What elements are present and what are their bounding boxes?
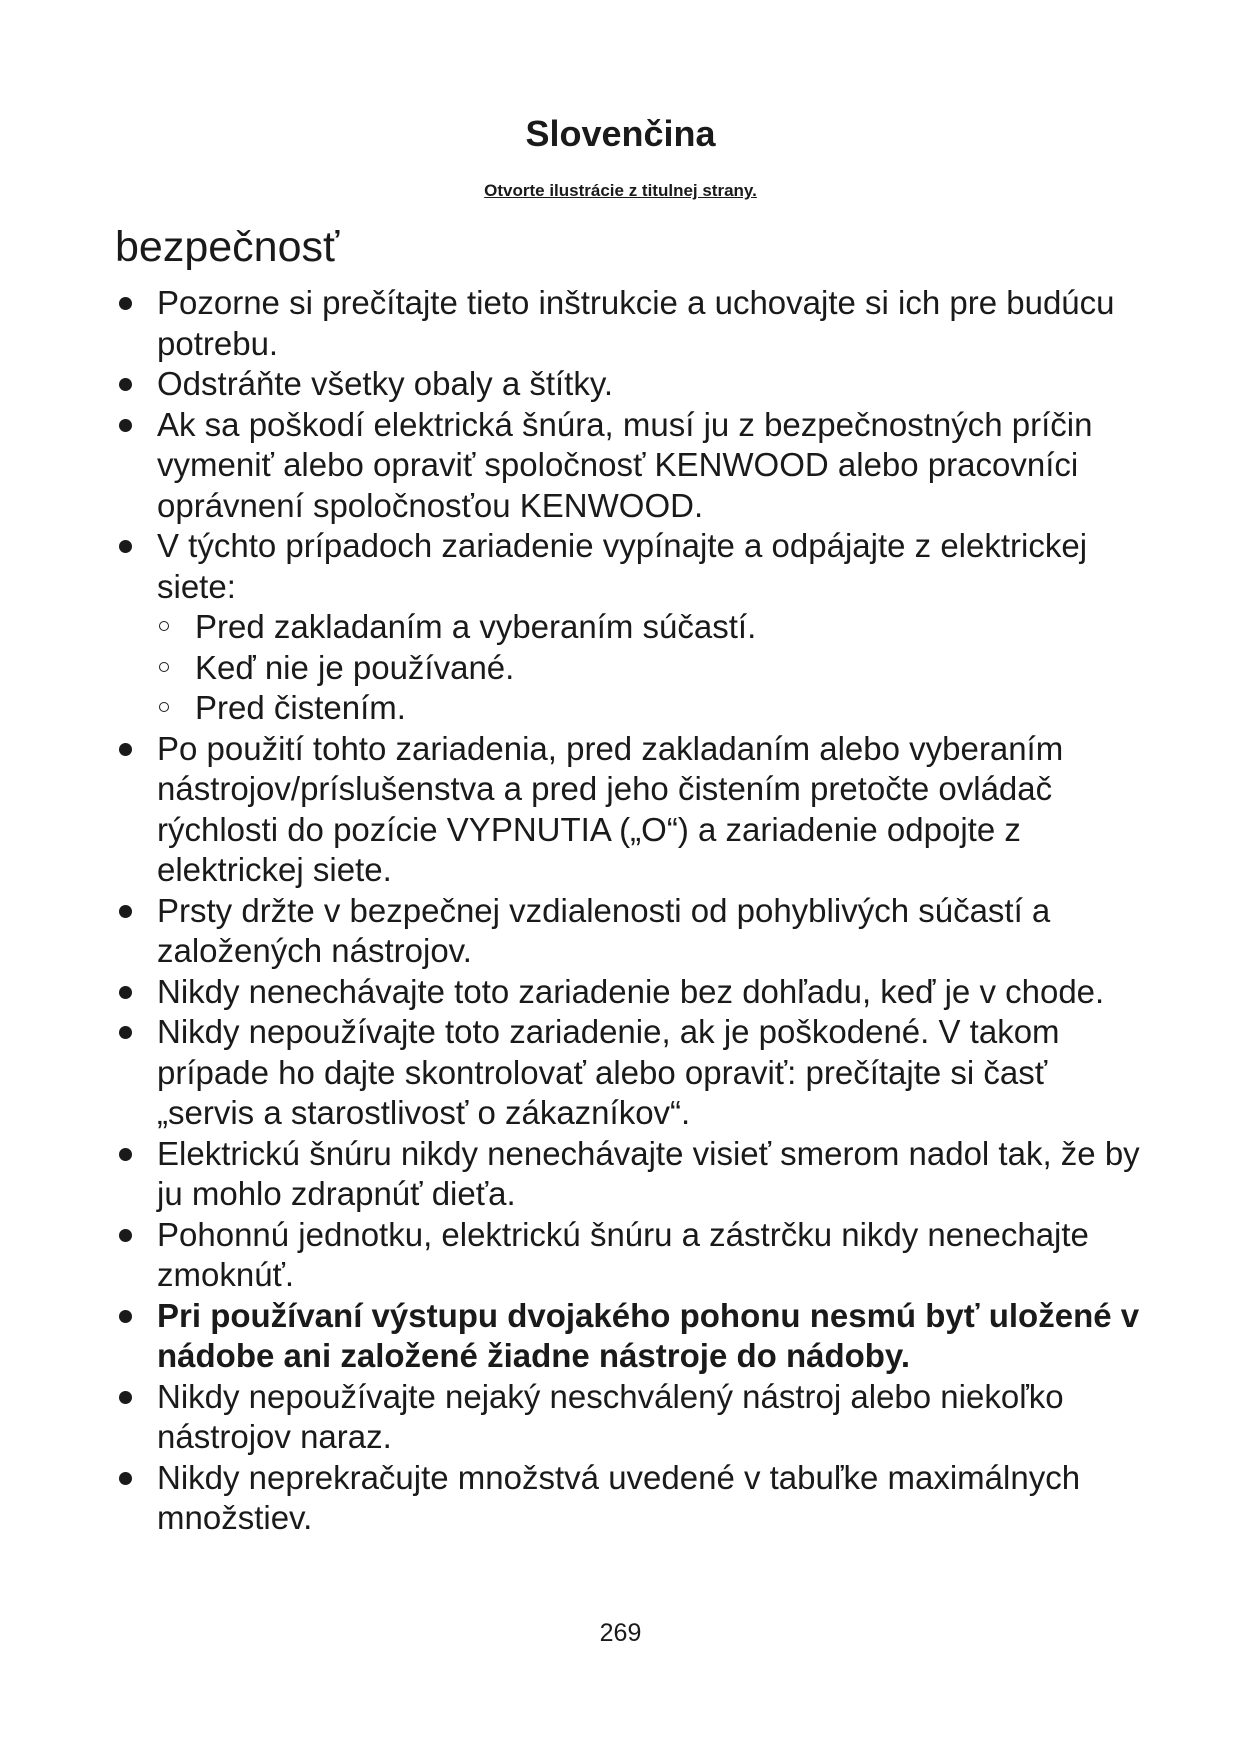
list-item-text: Nikdy neprekračujte množstvá uvedené v tabuľke maximálnych množstiev. xyxy=(157,1458,1081,1536)
list-item-text: Nikdy nenechávajte toto zariadenie bez dohľadu, keď je v chode. xyxy=(157,972,1105,1010)
bullet-icon xyxy=(119,986,132,999)
bullet-icon xyxy=(119,743,132,756)
bullet-icon xyxy=(119,419,132,432)
list-item xyxy=(115,1134,1145,1215)
page-title: Slovenčina xyxy=(525,113,716,154)
sub-list-item xyxy=(157,607,1145,648)
list-item-text: Nikdy nepoužívajte toto zariadenie, ak je poškodené. V takom prípade ho dajte skontrolovať alebo opraviť: prečítajte si časť „servis a starostlivosť o zákazníkov“. xyxy=(157,1013,1060,1131)
list-item-text: Ak sa poškodí elektrická šnúra, musí ju z bezpečnostných príčin vymeniť alebo opraviť spoločnosť KENWOOD alebo pracovníci oprávnení spoločnosťou KENWOOD. xyxy=(157,405,1093,524)
list-item xyxy=(115,1458,1145,1539)
list-item-text: Pri používaní výstupu dvojakého pohonu nesmú byť uložené v nádobe ani založené žiadne nástroje do nádoby. xyxy=(157,1296,1140,1374)
list-item xyxy=(115,364,1145,405)
sub-list-item xyxy=(157,688,1145,729)
list-item xyxy=(115,972,1145,1013)
list-item xyxy=(115,1377,1145,1458)
list-item-text: Prsty držte v bezpečnej vzdialenosti od pohyblivých súčastí a založených nástrojov. xyxy=(157,891,1051,969)
section-heading: bezpečnosť xyxy=(115,223,340,271)
sub-list-item xyxy=(157,648,1145,689)
bullet-icon xyxy=(119,1229,132,1242)
hollow-bullet-icon xyxy=(159,662,169,672)
list-item xyxy=(115,526,1145,729)
list-item-text: Po použití tohto zariadenia, pred zakladaním alebo vyberaním nástrojov/príslušenstva a pred jeho čistením pretočte ovládač rýchlosti do pozície VYPNUTIA („O“) a zariadenie odpojte z elektrickej siete. xyxy=(157,729,1064,888)
bullet-icon xyxy=(119,297,132,310)
bullet-icon xyxy=(119,540,132,553)
bullet-icon xyxy=(119,378,132,391)
bullet-icon xyxy=(119,905,132,918)
list-item-text: Elektrickú šnúru nikdy nenechávajte visieť smerom nadol tak, že by ju mohlo zdrapnúť dieťa. xyxy=(157,1134,1140,1212)
sub-list-item-text: Pred čistením. xyxy=(195,689,406,726)
list-item-text: Odstráňte všetky obaly a štítky. xyxy=(157,365,614,402)
list-item-text: Pohonnú jednotku, elektrickú šnúru a zástrčku nikdy nenechajte zmoknúť. xyxy=(157,1215,1089,1293)
bullet-icon xyxy=(119,1026,132,1039)
bullet-icon xyxy=(119,1148,132,1161)
list-item-text: V týchto prípadoch zariadenie vypínajte a odpájajte z elektrickej siete: xyxy=(157,527,1088,605)
list-item-warning xyxy=(115,1296,1145,1377)
safety-list xyxy=(115,283,1145,1539)
bullet-icon xyxy=(119,1310,132,1323)
hollow-bullet-icon xyxy=(159,702,169,712)
bullet-icon xyxy=(119,1391,132,1404)
list-item xyxy=(115,1215,1145,1296)
bullet-icon xyxy=(119,1472,132,1485)
list-item xyxy=(115,283,1145,364)
sub-list-item-text: Pred zakladaním a vyberaním súčastí. xyxy=(195,608,757,645)
sub-list-item-text: Keď nie je používané. xyxy=(195,648,515,686)
list-item xyxy=(115,1012,1145,1134)
list-item-text: Nikdy nepoužívajte nejaký neschválený nástroj alebo niekoľko nástrojov naraz. xyxy=(157,1377,1064,1455)
list-item xyxy=(115,891,1145,972)
list-item xyxy=(115,729,1145,891)
list-item-text: Pozorne si prečítajte tieto inštrukcie a uchovajte si ich pre budúcu potrebu. xyxy=(157,284,1115,362)
hollow-bullet-icon xyxy=(159,621,169,631)
sub-list xyxy=(157,607,1145,729)
page-number: 269 xyxy=(599,1619,642,1647)
subtitle-instruction: Otvorte ilustrácie z titulnej strany. xyxy=(484,181,757,200)
list-item xyxy=(115,405,1145,527)
